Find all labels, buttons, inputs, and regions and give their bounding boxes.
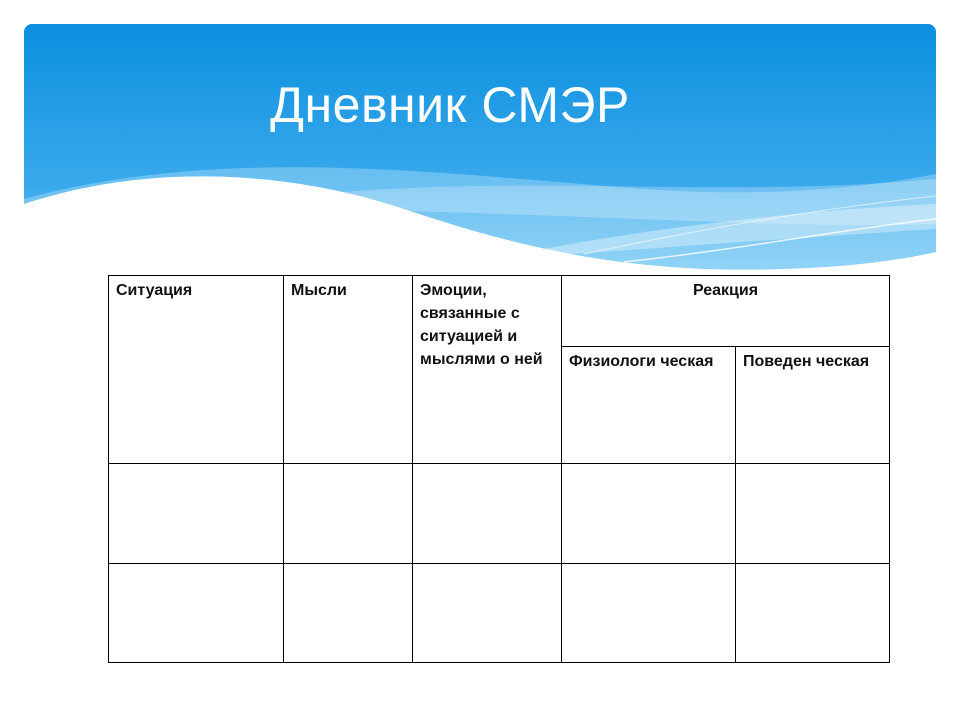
header-thoughts: Мысли — [284, 276, 413, 464]
table-cell[interactable] — [562, 464, 736, 563]
header-situation: Ситуация — [109, 276, 284, 464]
table-cell[interactable] — [562, 563, 736, 662]
table-cell[interactable] — [413, 464, 562, 563]
table-cell[interactable] — [736, 464, 890, 563]
header-background — [24, 24, 936, 294]
wave-graphic — [24, 24, 936, 294]
header-row — [109, 276, 890, 347]
table-row — [109, 563, 890, 662]
header-behavioral: Поведен ческая — [736, 346, 890, 464]
slide-title: Дневник СМЭР — [270, 77, 630, 133]
table-cell[interactable] — [413, 563, 562, 662]
header-emotions: Эмоции, связанные с ситуацией и мыслями о ней — [413, 276, 562, 464]
table-cell[interactable] — [109, 563, 284, 662]
header-reaction: Реакция — [562, 276, 890, 347]
header-physiological: Физиологи ческая — [562, 346, 736, 464]
table-cell[interactable] — [736, 563, 890, 662]
smer-diary-table — [108, 275, 890, 663]
table-row — [109, 464, 890, 563]
table-cell[interactable] — [109, 464, 284, 563]
table-cell[interactable] — [284, 563, 413, 662]
table-cell[interactable] — [284, 464, 413, 563]
